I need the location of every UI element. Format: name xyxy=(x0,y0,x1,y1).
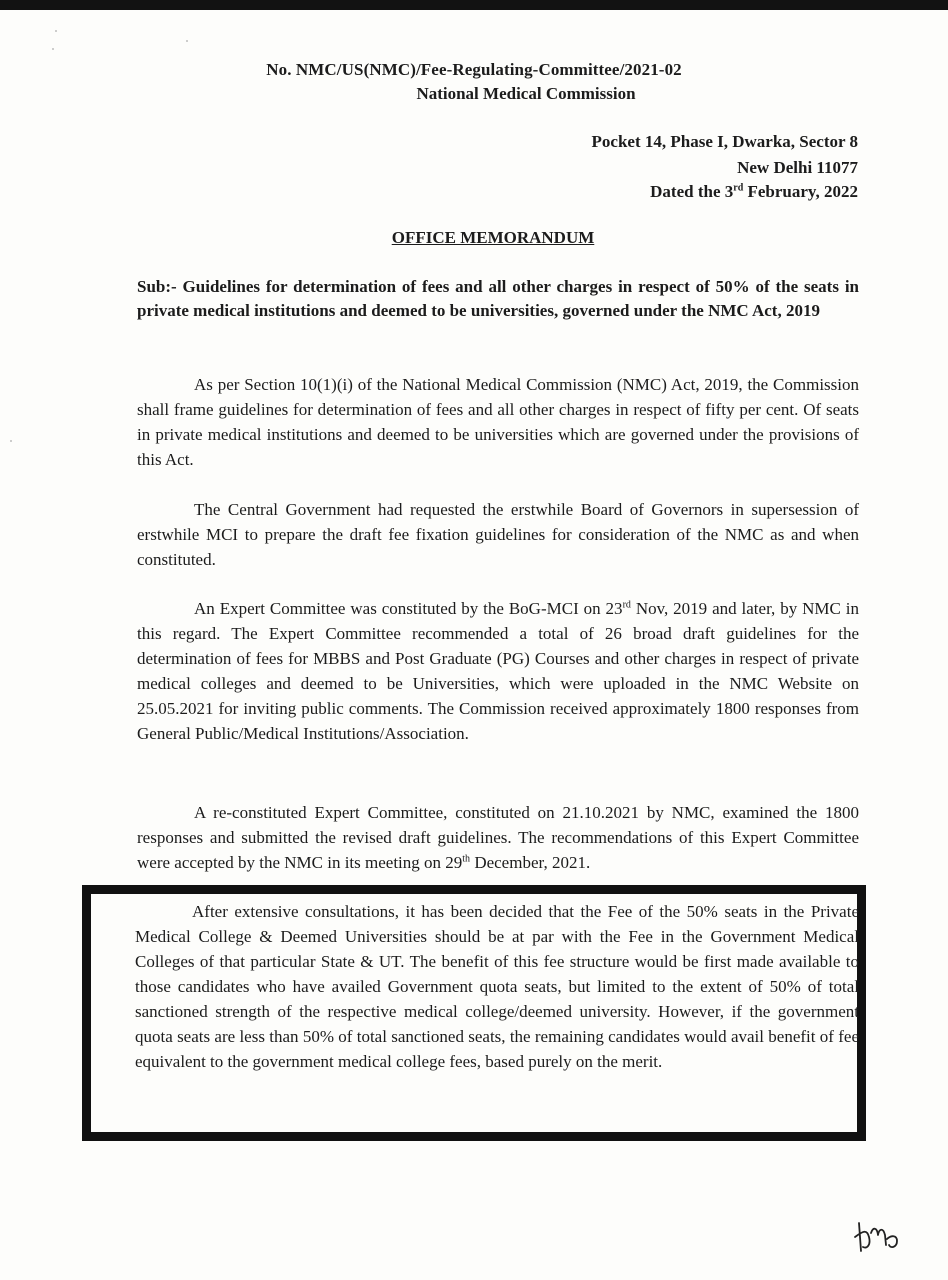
paragraph-4-superscript: th xyxy=(462,853,471,865)
subject-line: Sub:- Guidelines for determination of fees and all other charges in respect of 50% of the seats in private medical institutions and deemed to be universities, governed under the NMC Act, 2019 xyxy=(137,277,859,320)
paragraph-3-superscript: rd xyxy=(622,599,631,611)
memo-title: OFFICE MEMORANDUM xyxy=(391,228,595,247)
address-line-2: New Delhi 11077 xyxy=(737,158,858,177)
paragraph-2: The Central Government had requested the erstwhile Board of Governors in supersession of erstwhile MCI to prepare the draft fee fixation guidelines for consideration of the NMC as and when constituted. xyxy=(137,500,859,569)
dated-line xyxy=(650,182,858,202)
paragraph-3 xyxy=(137,596,859,746)
date-prefix: Dated the 3 xyxy=(650,182,734,201)
paragraph-3-part-b: Nov, 2019 and later, by NMC in this regard. The Expert Committee recommended a total of 26 broad draft guidelines for the determination of fees for MBBS and Post Graduate (PG) Courses and other charges in respect of private medical colleges and deemed to be Universities, which were uploaded in the NMC Website on 25.05.2021 for inviting public comments. The Commission received approximately 1800 responses from General Public/Medical Institutions/Association. xyxy=(137,599,859,743)
date-suffix: February, 2022 xyxy=(743,182,858,201)
scan-top-border xyxy=(0,0,948,10)
paragraph-4 xyxy=(137,800,859,875)
initials-signature xyxy=(853,1217,903,1257)
paragraph-4-part-b: December, 2021. xyxy=(470,853,591,872)
reference-number: No. NMC/US(NMC)/Fee-Regulating-Committee/2021-02 xyxy=(266,60,682,79)
date-superscript: rd xyxy=(733,182,744,194)
paragraph-5-highlighted: After extensive consultations, it has been decided that the Fee of the 50% seats in the Private Medical College & Deemed Universities should be at par with the Fee in the Government Medical Colleges of that particular State & UT. The benefit of this fee structure would be first made available to those candidates who have availed Government quota seats, but limited to the extent of 50% of total sanctioned strength of the respective medical college/deemed university. However, if the government quota seats are less than 50% of total sanctioned seats, the remaining candidates would avail benefit of fee equivalent to the government medical college fees, based purely on the merit. xyxy=(135,902,859,1071)
address-line-1: Pocket 14, Phase I, Dwarka, Sector 8 xyxy=(591,132,858,151)
paragraph-3-part-a: An Expert Committee was constituted by the BoG-MCI on 23 xyxy=(194,599,623,618)
scan-speck xyxy=(10,440,12,442)
scan-speck xyxy=(186,40,188,42)
organization-name: National Medical Commission xyxy=(416,84,636,103)
paragraph-4-part-a: A re-constituted Expert Committee, constituted on 21.10.2021 by NMC, examined the 1800 responses and submitted the revised draft guidelines. The recommendations of this Expert Committee were accepted by the NMC in its meeting on 29 xyxy=(137,803,859,872)
scan-speck xyxy=(55,30,57,32)
scan-speck xyxy=(52,48,54,50)
paragraph-1: As per Section 10(1)(i) of the National Medical Commission (NMC) Act, 2019, the Commission shall frame guidelines for determination of fees and all other charges in respect of fifty per cent. Of seats in private medical institutions and deemed to be universities which are governed under the provisions of this Act. xyxy=(137,375,859,469)
